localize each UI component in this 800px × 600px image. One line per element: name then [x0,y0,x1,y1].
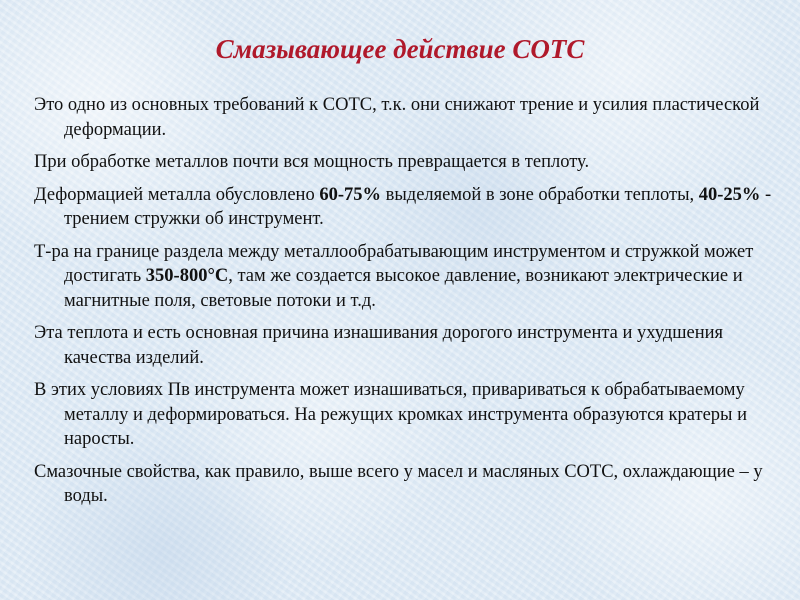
paragraph-text: Это одно из основных требований к СОТС, т.к. они снижают трение и усилия пластической деформации. [34,95,760,140]
body-paragraph [34,240,776,314]
paragraph-text: Т-ра на границе раздела между металлообрабатывающим инструментом и стружкой может достигать [34,241,754,286]
body-paragraph [34,460,776,509]
slide-body [34,93,776,517]
paragraph-text: При обработке металлов почти вся мощность превращается в теплоту. [34,152,590,172]
paragraph-text: Смазочные свойства, как правило, выше всего у масел и масляных СОТС, охлаждающие – у воды. [34,461,763,506]
paragraph-text: В этих условиях Пв инструмента может изнашиваться, привариваться к обрабатываемому металлу и деформироваться. На режущих кромках инструмента образуются кратеры и наросты. [34,380,747,449]
emphasized-value: 60-75% [319,184,382,205]
body-paragraph [34,93,776,142]
paragraph-text: Эта теплота и есть основная причина изнашивания дорогого инструмента и ухудшения качества изделий. [34,323,724,368]
paragraph-text: - трением стружки об инструмент. [64,184,772,229]
paragraph-text: , там же создается высокое давление, возникают электрические и магнитные поля, световые потоки и т.д. [64,266,743,311]
body-paragraph [34,150,776,175]
body-paragraph [34,321,776,370]
paragraph-text: выделяемой в зоне обработки теплоты, [381,184,699,205]
body-paragraph [34,378,776,452]
paragraph-text: Деформацией металла обусловлено [34,184,320,205]
emphasized-value: 350-800°С [145,266,229,286]
emphasized-value: 40-25% [698,184,761,205]
slide-title: Смазывающее действие СОТС [215,34,585,64]
body-paragraph [34,183,776,232]
